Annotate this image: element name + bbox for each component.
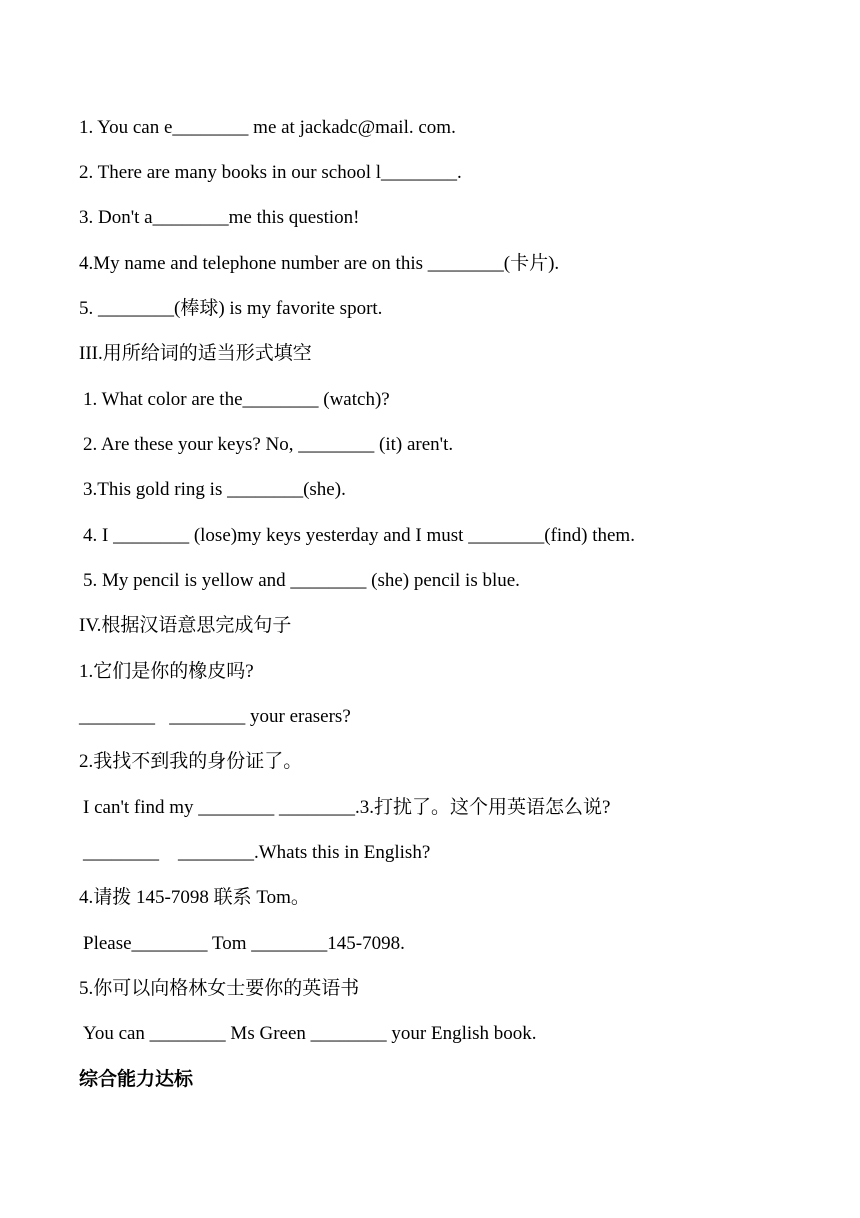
answer-line-iv-3: ________ ________.Whats this in English? bbox=[83, 842, 431, 863]
exercise-line-iii-5: 5. My pencil is yellow and ________ (she) pencil is blue. bbox=[83, 570, 520, 591]
answer-line-iv-1: ________ ________ your erasers? bbox=[79, 706, 351, 727]
section-heading-comprehensive: 综合能力达标 bbox=[79, 1068, 194, 1090]
answer-line-iv-5: You can ________ Ms Green ________ your English book. bbox=[83, 1023, 537, 1044]
exercise-line-iii-2: 2. Are these your keys? No, ________ (it) aren't. bbox=[83, 434, 454, 455]
exercise-line-iii-4: 4. I ________ (lose)my keys yesterday and I must ________(find) them. bbox=[83, 525, 635, 546]
exercise-line-3: 3. Don't a________me this question! bbox=[79, 207, 360, 228]
exercise-line-iii-1: 1. What color are the________ (watch)? bbox=[83, 389, 390, 410]
prompt-iv-5: 5.你可以向格林女士要你的英语书 bbox=[79, 978, 360, 999]
exercise-line-5: 5. ________(棒球) is my favorite sport. bbox=[79, 298, 383, 319]
section-heading-iii: III.用所给词的适当形式填空 bbox=[79, 343, 312, 364]
exercise-line-1: 1. You can e________ me at jackadc@mail. com. bbox=[79, 117, 456, 138]
answer-line-iv-4: Please________ Tom ________145-7098. bbox=[83, 933, 405, 954]
exercise-line-iii-3: 3.This gold ring is ________(she). bbox=[83, 479, 346, 500]
section-heading-iv: IV.根据汉语意思完成句子 bbox=[79, 615, 292, 636]
prompt-iv-1: 1.它们是你的橡皮吗? bbox=[79, 661, 254, 682]
prompt-iv-2: 2.我找不到我的身份证了。 bbox=[79, 751, 303, 772]
exercise-line-2: 2. There are many books in our school l________. bbox=[79, 162, 462, 183]
exercise-line-4: 4.My name and telephone number are on this ________(卡片). bbox=[79, 253, 560, 274]
prompt-iv-4: 4.请拨 145-7098 联系 Tom。 bbox=[79, 887, 310, 908]
answer-line-iv-2: I can't find my ________ ________.3.打扰了。这个用英语怎么说? bbox=[83, 797, 611, 818]
